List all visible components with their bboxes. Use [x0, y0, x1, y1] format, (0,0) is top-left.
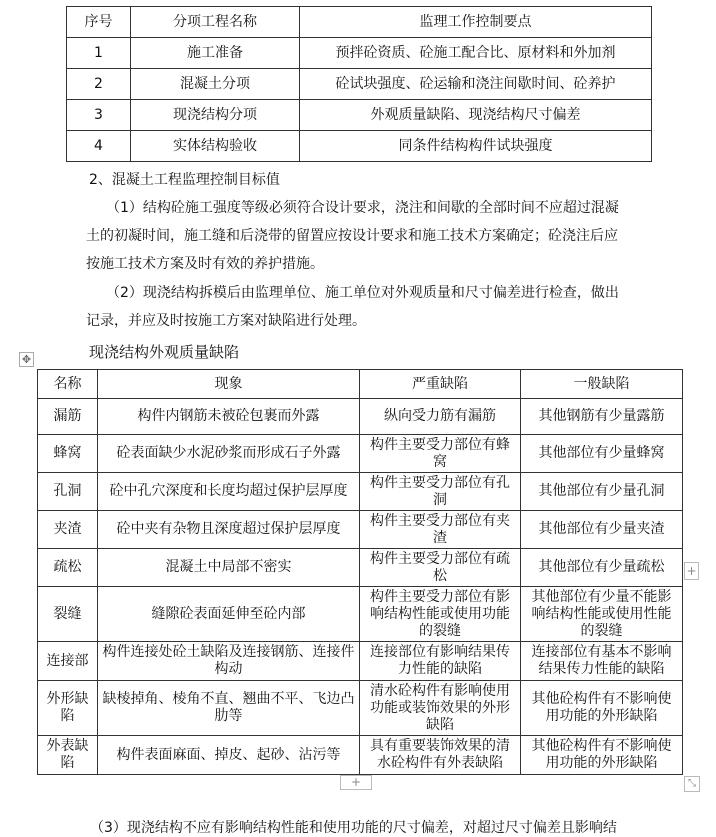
header-cell: 监理工作控制要点 — [300, 7, 652, 38]
header-cell: 一般缺陷 — [521, 370, 683, 399]
table-cell: 其他部位有少量疏松 — [521, 549, 683, 587]
header-cell: 名称 — [38, 370, 98, 399]
table-header-row — [38, 370, 683, 399]
table-cell: 其他砼构件有不影响使用功能的外形缺陷 — [521, 736, 683, 775]
table-cell: 漏筋 — [38, 399, 98, 435]
table-cell: 孔洞 — [38, 473, 98, 511]
table-cell: 其他部位有少量夹渣 — [521, 511, 683, 549]
table-row — [38, 736, 683, 775]
paragraph-line: 按施工技术方案及时有效的养护措施。 — [86, 256, 324, 272]
table-cell: 砼表面缺少水泥砂浆而形成石子外露 — [98, 435, 360, 473]
table-cell: 夹渣 — [38, 511, 98, 549]
table-cell: 构件主要受力部位有影响结构性能或使用功能的裂缝 — [360, 587, 521, 642]
table-cell: 连接部位有基本不影响结果传力性能的缺陷 — [521, 642, 683, 681]
table-cell: 连接部位有影响结果传力性能的缺陷 — [360, 642, 521, 681]
table-row — [38, 549, 683, 587]
table-cell: 其他钢筋有少量露筋 — [521, 399, 683, 435]
move-handle-icon[interactable]: ✥ — [19, 352, 34, 367]
paragraph-line: （2）现浇结构拆模后由监理单位、施工单位对外观质量和尺寸偏差进行检查，做出 — [106, 285, 619, 301]
table-row — [38, 399, 683, 435]
table-cell: 外表缺陷 — [38, 736, 98, 775]
table-cell: 纵向受力筋有漏筋 — [360, 399, 521, 435]
table-cell: 裂缝 — [38, 587, 98, 642]
table-cell: 1 — [67, 38, 131, 69]
table-cell: 构件主要受力部位有疏松 — [360, 549, 521, 587]
table-cell: 构件主要受力部位有夹渣 — [360, 511, 521, 549]
header-cell: 序号 — [67, 7, 131, 38]
table-row — [67, 38, 652, 69]
header-cell: 分项工程名称 — [131, 7, 300, 38]
table-cell: 其他部位有少量孔洞 — [521, 473, 683, 511]
table-body — [38, 399, 683, 775]
defect-table — [37, 369, 683, 775]
table-cell: 3 — [67, 100, 131, 131]
table-title: 现浇结构外观质量缺陷 — [89, 343, 240, 361]
supervision-control-table — [66, 6, 652, 162]
add-column-plus-icon[interactable]: + — [684, 562, 699, 580]
table-row — [38, 511, 683, 549]
table-cell: 蜂窝 — [38, 435, 98, 473]
table-cell: 砼试块强度、砼运输和浇注间歇时间、砼养护 — [300, 69, 652, 100]
table-cell: 施工准备 — [131, 38, 300, 69]
table-cell: 清水砼构件有影响使用功能或装饰效果的外形缺陷 — [360, 681, 521, 736]
table-row — [67, 131, 652, 162]
table-cell: 缝隙砼表面延伸至砼内部 — [98, 587, 360, 642]
table-cell: 其他砼构件有不影响使用功能的外形缺陷 — [521, 681, 683, 736]
header-cell: 现象 — [98, 370, 360, 399]
table-row — [38, 435, 683, 473]
table-row — [67, 100, 652, 131]
table-cell: 缺棱掉角、棱角不直、翘曲不平、飞边凸肋等 — [98, 681, 360, 736]
resize-icon[interactable]: ⤡ — [684, 776, 700, 792]
table-cell: 混凝土分项 — [131, 69, 300, 100]
table-cell: 实体结构验收 — [131, 131, 300, 162]
table-row — [67, 69, 652, 100]
paragraph-line: （3）现浇结构不应有影响结构性能和使用功能的尺寸偏差，对超过尺寸偏差且影响结 — [90, 820, 617, 836]
table-cell: 疏松 — [38, 549, 98, 587]
table-cell: 同条件结构构件试块强度 — [300, 131, 652, 162]
table-cell: 其他部位有少量蜂窝 — [521, 435, 683, 473]
table-cell: 现浇结构分项 — [131, 100, 300, 131]
table-cell: 砼中夹有杂物且深度超过保护层厚度 — [98, 511, 360, 549]
table-cell: 连接部 — [38, 642, 98, 681]
table-cell: 外形缺陷 — [38, 681, 98, 736]
table-cell: 预拌砼资质、砼施工配合比、原材料和外加剂 — [300, 38, 652, 69]
paragraph-line: 记录，并应及时按施工方案对缺陷进行处理。 — [86, 313, 366, 329]
table-cell: 构件主要受力部位有孔洞 — [360, 473, 521, 511]
table-row — [38, 473, 683, 511]
section-heading: 2、混凝土工程监理控制目标值 — [89, 172, 280, 188]
table-cell: 其他部位有少量不能影响结构性能或使用性能的裂缝 — [521, 587, 683, 642]
table-cell: 2 — [67, 69, 131, 100]
table-row — [38, 587, 683, 642]
table-cell: 构件内钢筋未被砼包裹而外露 — [98, 399, 360, 435]
table-cell: 构件连接处砼土缺陷及连接钢筋、连接件构动 — [98, 642, 360, 681]
table-cell: 砼中孔穴深度和长度均超过保护层厚度 — [98, 473, 360, 511]
table-cell: 构件表面麻面、掉皮、起砂、沾污等 — [98, 736, 360, 775]
header-cell: 严重缺陷 — [360, 370, 521, 399]
table-cell: 混凝土中局部不密实 — [98, 549, 360, 587]
table-cell: 4 — [67, 131, 131, 162]
paragraph-line: （1）结构砼施工强度等级必须符合设计要求，浇注和间歇的全部时间不应超过混凝 — [106, 200, 619, 216]
table-body — [67, 38, 652, 162]
table-row — [38, 681, 683, 736]
table-cell: 具有重要装饰效果的清水砼构件有外表缺陷 — [360, 736, 521, 775]
add-row-plus-icon[interactable]: + — [340, 775, 372, 790]
paragraph-line: 土的初凝时间，施工缝和后浇带的留置应按设计要求和施工技术方案确定；砼浇注后应 — [86, 228, 618, 244]
table-header-row — [67, 7, 652, 38]
table-cell: 构件主要受力部位有蜂窝 — [360, 435, 521, 473]
table-cell: 外观质量缺陷、现浇结构尺寸偏差 — [300, 100, 652, 131]
table-row — [38, 642, 683, 681]
